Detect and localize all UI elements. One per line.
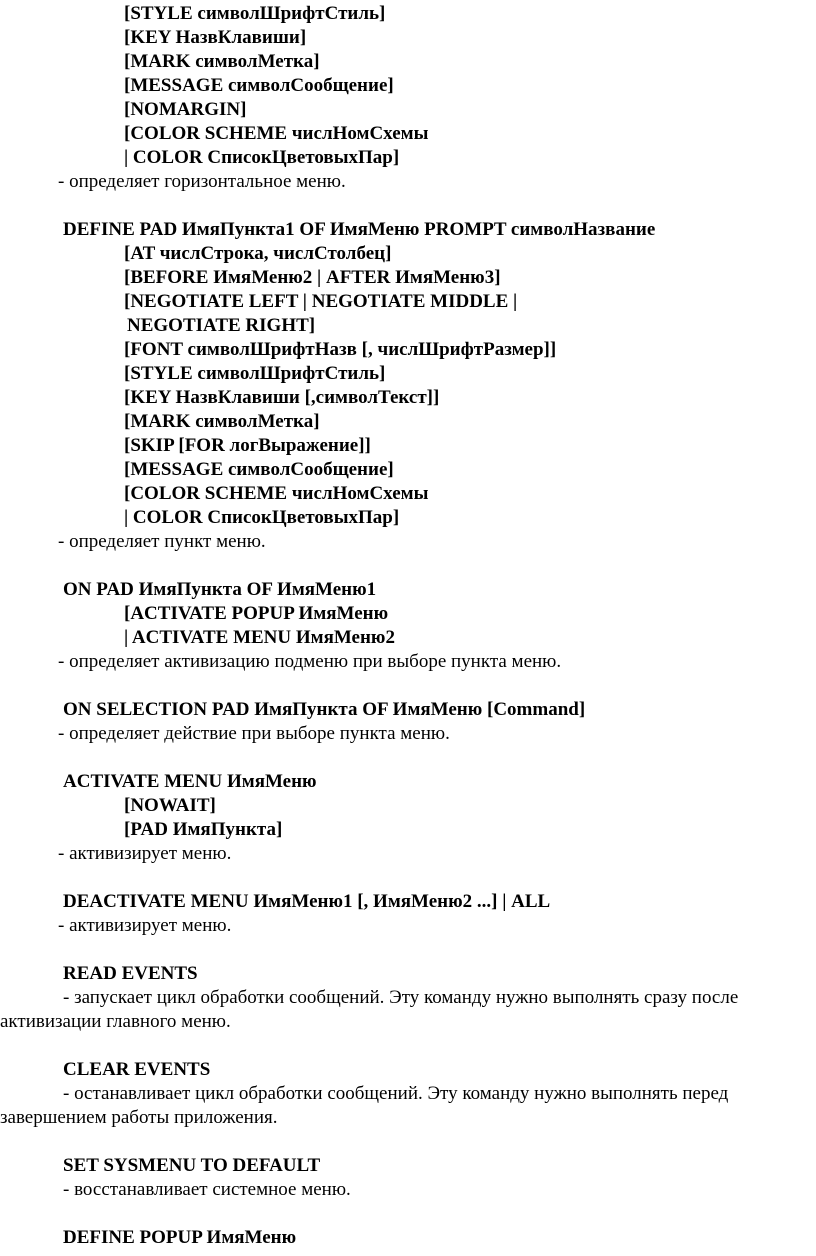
define-popup-title: DEFINE POPUP ИмяМеню — [63, 1227, 297, 1248]
menu-option-color-pairs: | COLOR СписокЦветовыхПар] — [124, 147, 400, 168]
pad-option-color-scheme: [COLOR SCHEME числНомСхемы — [124, 483, 429, 504]
pad-option-negotiate: [NEGOTIATE LEFT | NEGOTIATE MIDDLE | — [124, 291, 518, 312]
pad-option-skip: [SKIP [FOR логВыражение]] — [124, 435, 371, 456]
define-pad-title: DEFINE PAD ИмяПункта1 OF ИмяМеню PROMPT символНазвание — [63, 219, 656, 240]
menu-option-nomargin: [NOMARGIN] — [124, 99, 247, 120]
on-pad-option-popup: [ACTIVATE POPUP ИмяМеню — [124, 603, 389, 624]
clear-events-description-cont: завершением работы приложения. — [0, 1107, 278, 1128]
on-selection-description: - определяет действие при выборе пункта меню. — [58, 723, 450, 744]
menu-option-style: [STYLE символШрифтСтиль] — [124, 3, 386, 24]
deactivate-menu-description: - активизирует меню. — [58, 915, 232, 936]
set-sysmenu-description: - восстанавливает системное меню. — [63, 1179, 351, 1200]
pad-option-font: [FONT символШрифтНазв [, числШрифтРазмер]] — [124, 339, 557, 360]
pad-option-message: [MESSAGE символСообщение] — [124, 459, 394, 480]
activate-option-pad: [PAD ИмяПункта] — [124, 819, 283, 840]
activate-menu-description: - активизирует меню. — [58, 843, 232, 864]
deactivate-menu-title: DEACTIVATE MENU ИмяМеню1 [, ИмяМеню2 ...] | ALL — [63, 891, 551, 912]
activate-menu-title: ACTIVATE MENU ИмяМеню — [63, 771, 317, 792]
set-sysmenu-title: SET SYSMENU TO DEFAULT — [63, 1155, 321, 1176]
on-pad-description: - определяет активизацию подменю при выборе пункта меню. — [58, 651, 562, 672]
define-pad-description: - определяет пункт меню. — [58, 531, 266, 552]
menu-option-mark: [MARK символМетка] — [124, 51, 320, 72]
menu-description: - определяет горизонтальное меню. — [58, 171, 346, 192]
clear-events-description: - останавливает цикл обработки сообщений. Эту команду нужно выполнять перед — [63, 1083, 729, 1104]
on-pad-option-menu: | ACTIVATE MENU ИмяМеню2 — [124, 627, 395, 648]
menu-option-message: [MESSAGE символСообщение] — [124, 75, 394, 96]
on-selection-title: ON SELECTION PAD ИмяПункта OF ИмяМеню [Command] — [63, 699, 586, 720]
pad-option-mark: [MARK символМетка] — [124, 411, 320, 432]
pad-option-color-pairs: | COLOR СписокЦветовыхПар] — [124, 507, 400, 528]
clear-events-title: CLEAR EVENTS — [63, 1059, 211, 1080]
pad-option-before-after: [BEFORE ИмяМеню2 | AFTER ИмяМеню3] — [124, 267, 501, 288]
read-events-title: READ EVENTS — [63, 963, 198, 984]
activate-option-nowait: [NOWAIT] — [124, 795, 216, 816]
pad-option-key: [KEY НазвКлавиши [,символТекст]] — [124, 387, 440, 408]
pad-option-style: [STYLE символШрифтСтиль] — [124, 363, 386, 384]
menu-option-key: [KEY НазвКлавиши] — [124, 27, 307, 48]
read-events-description: - запускает цикл обработки сообщений. Эту команду нужно выполнять сразу после — [63, 987, 739, 1008]
read-events-description-cont: активизации главного меню. — [0, 1011, 231, 1032]
pad-option-negotiate-right: NEGOTIATE RIGHT] — [127, 315, 316, 336]
menu-option-color-scheme: [COLOR SCHEME числНомСхемы — [124, 123, 429, 144]
on-pad-title: ON PAD ИмяПункта OF ИмяМеню1 — [63, 579, 377, 600]
pad-option-at: [AT числСтрока, числСтолбец] — [124, 243, 392, 264]
